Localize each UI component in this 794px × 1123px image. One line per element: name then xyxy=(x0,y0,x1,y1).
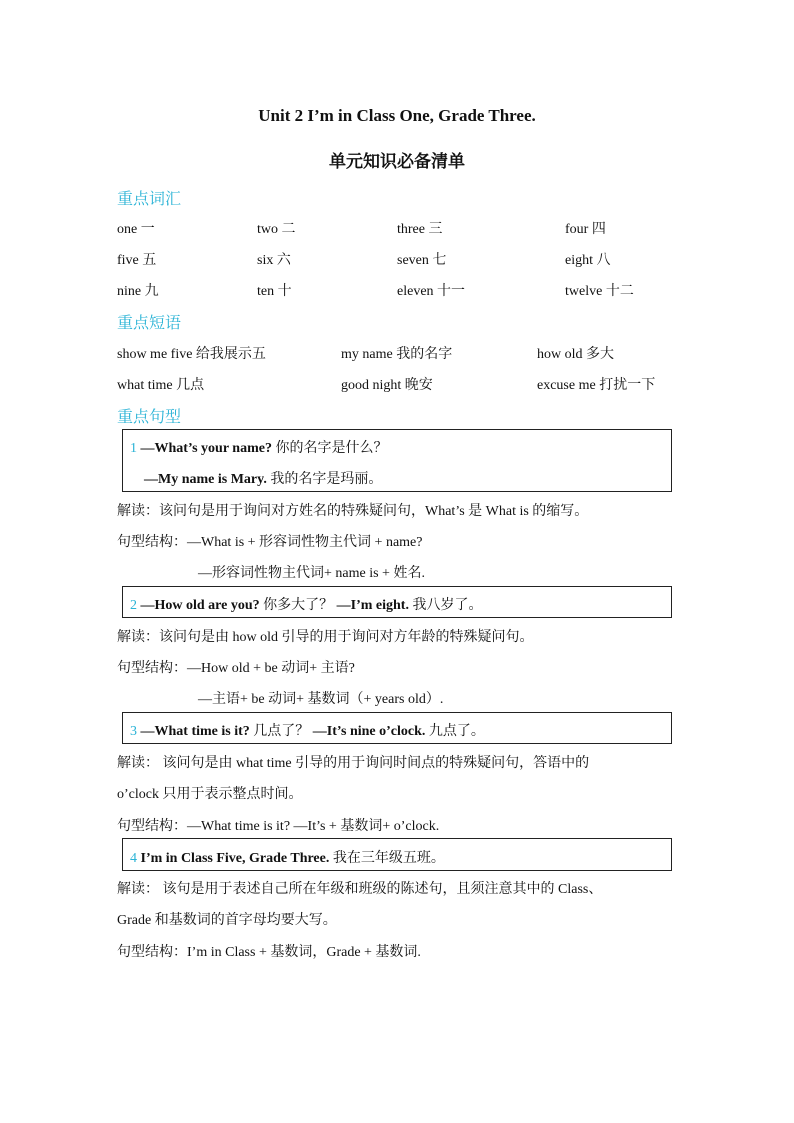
pattern-box-1 xyxy=(122,429,672,492)
pattern-explanation-cont: Grade 和基数词的首字母均要大写。 xyxy=(117,913,337,928)
question-cn: 你多大了？ xyxy=(259,598,337,613)
question-cn: 几点了？ xyxy=(249,724,313,739)
vocab-item: eleven 十一 xyxy=(397,284,466,299)
question-en: —What’s your name? xyxy=(140,441,272,456)
pattern-question xyxy=(130,437,387,457)
sentence-heading: 重点句型 xyxy=(117,409,182,426)
vocab-item: eight 八 xyxy=(565,253,611,268)
question-cn: 你的名字是什么？ xyxy=(271,441,388,456)
vocab-item: seven 七 xyxy=(397,253,447,268)
pattern-box-2 xyxy=(122,586,672,618)
pattern-number: 1 xyxy=(130,441,137,456)
phrase-heading: 重点短语 xyxy=(117,315,182,332)
vocab-item: three 三 xyxy=(397,222,443,237)
pattern-explanation: 解读：该问句是由 how old 引导的用于询问对方年龄的特殊疑问句。 xyxy=(117,630,534,645)
phrase-item: how old 多大 xyxy=(537,347,614,362)
vocab-item: four 四 xyxy=(565,222,606,237)
phrase-item: what time 几点 xyxy=(117,378,205,393)
answer-en: —I’m eight. xyxy=(336,598,409,613)
pattern-structure: 句型结构：—What time is it? —It’s + 基数词+ o’clock. xyxy=(117,819,440,834)
phrase-item: my name 我的名字 xyxy=(341,347,453,362)
pattern-explanation: 解读：该问句是用于询问对方姓名的特殊疑问句，What’s 是 What is 的缩写。 xyxy=(117,504,589,519)
pattern-structure: 句型结构：—What is + 形容词性物主代词 + name? xyxy=(117,535,423,550)
question-en: —How old are you? xyxy=(140,598,260,613)
phrase-item: show me five 给我展示五 xyxy=(117,347,266,362)
pattern-question xyxy=(130,847,445,867)
question-en: I’m in Class Five, Grade Three. xyxy=(140,851,330,866)
pattern-structure: —形容词性物主代词+ name is + 姓名. xyxy=(198,566,425,581)
pattern-explanation: 解读： 该句是用于表述自己所在年级和班级的陈述句，且须注意其中的 Class、 xyxy=(117,882,603,897)
pattern-box-3 xyxy=(122,712,672,744)
pattern-structure: —主语+ be 动词+ 基数词（+ years old）. xyxy=(198,692,444,707)
pattern-question xyxy=(130,720,485,740)
page-title: Unit 2 I’m in Class One, Grade Three. xyxy=(258,106,536,125)
pattern-explanation-cont: o’clock 只用于表示整点时间。 xyxy=(117,787,303,802)
question-cn: 我在三年级五班。 xyxy=(329,851,445,866)
vocab-item: twelve 十二 xyxy=(565,284,634,299)
pattern-number: 2 xyxy=(130,598,137,613)
vocab-item: nine 九 xyxy=(117,284,159,299)
pattern-explanation: 解读： 该问句是由 what time 引导的用于询问时间点的特殊疑问句，答语中的 xyxy=(117,756,590,771)
pattern-answer xyxy=(144,468,382,488)
pattern-structure: 句型结构：I’m in Class + 基数词，Grade + 基数词. xyxy=(117,945,421,960)
pattern-question xyxy=(130,594,482,614)
vocab-heading: 重点词汇 xyxy=(117,191,182,208)
pattern-box-4 xyxy=(122,838,672,871)
answer-en: —My name is Mary. xyxy=(144,472,267,487)
page-subtitle: 单元知识必备清单 xyxy=(329,152,465,171)
pattern-number: 4 xyxy=(130,851,137,866)
answer-en: —It’s nine o’clock. xyxy=(312,724,426,739)
vocab-item: six 六 xyxy=(257,253,291,268)
pattern-structure: 句型结构：—How old + be 动词+ 主语? xyxy=(117,661,355,676)
answer-cn: 我的名字是玛丽。 xyxy=(266,472,383,487)
question-en: —What time is it? xyxy=(140,724,250,739)
answer-cn: 我八岁了。 xyxy=(408,598,483,613)
phrase-item: excuse me 打扰一下 xyxy=(537,378,656,393)
vocab-item: two 二 xyxy=(257,222,296,237)
vocab-item: one 一 xyxy=(117,222,155,237)
vocab-item: ten 十 xyxy=(257,284,292,299)
answer-cn: 九点了。 xyxy=(425,724,485,739)
phrase-item: good night 晚安 xyxy=(341,378,433,393)
pattern-number: 3 xyxy=(130,724,137,739)
vocab-item: five 五 xyxy=(117,253,157,268)
